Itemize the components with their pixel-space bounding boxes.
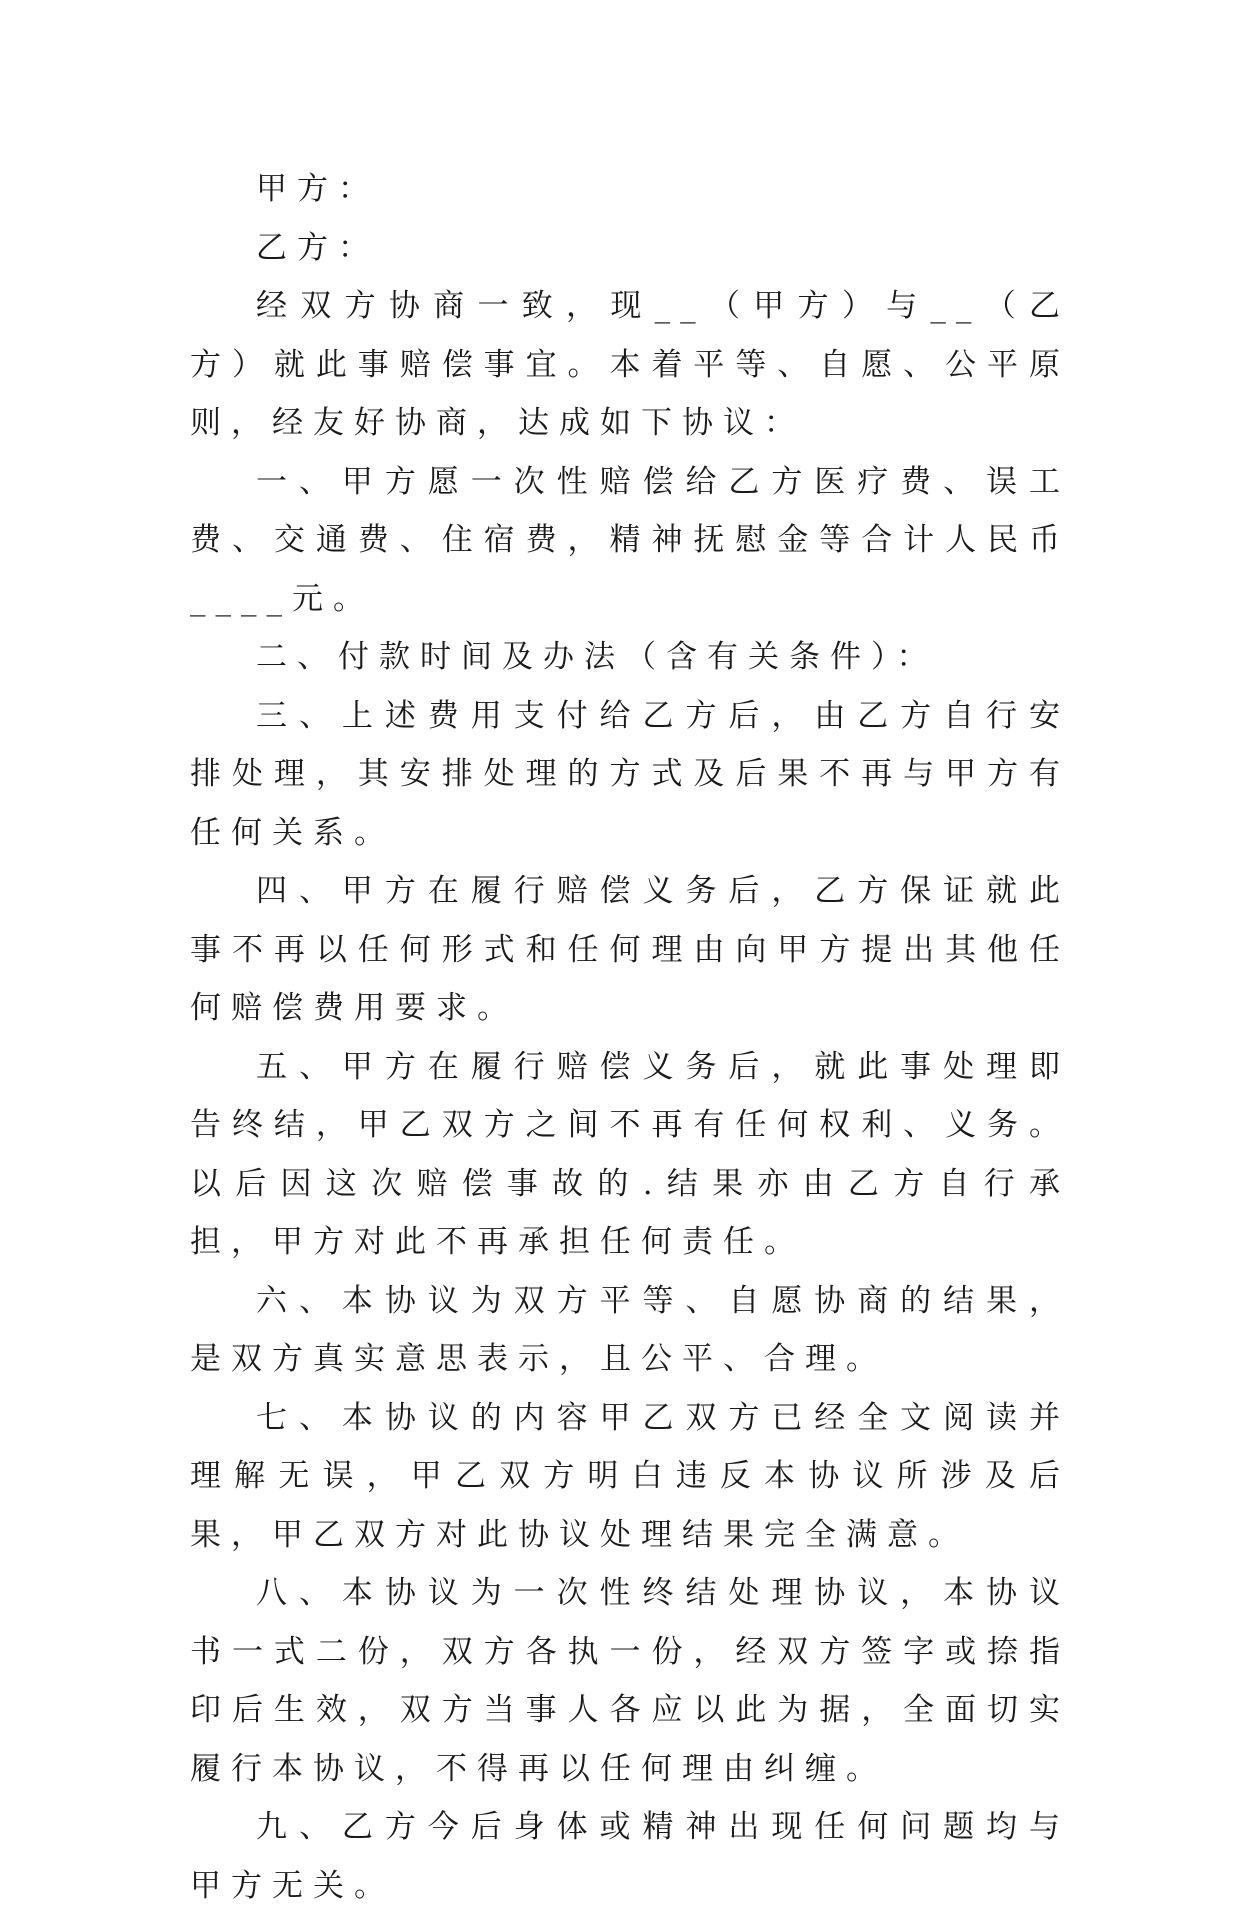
clause-1: 一、甲方愿一次性赔偿给乙方医疗费、误工费、交通费、住宿费，精神抚慰金等合计人民币____元。 — [190, 463, 1070, 617]
clause-6: 六、本协议为双方平等、自愿协商的结果，是双方真实意思表示，且公平、合理。 — [190, 1282, 1070, 1377]
clause-3: 三、上述费用支付给乙方后，由乙方自行安排处理，其安排处理的方式及后果不再与甲方有任何关系。 — [190, 697, 1070, 851]
party-b-line: 乙方： — [256, 229, 379, 266]
document-body — [190, 160, 1070, 1915]
clause-5: 五、甲方在履行赔偿义务后，就此事处理即告终结，甲乙双方之间不再有任何权利、义务。以后因这次赔偿事故的.结果亦由乙方自行承担，甲方对此不再承担任何责任。 — [190, 1048, 1070, 1260]
clause-9: 九、乙方今后身体或精神出现任何问题均与甲方无关。 — [190, 1809, 1070, 1904]
clause-2: 二、付款时间及办法（含有关条件）： — [256, 639, 938, 675]
clause-7: 七、本协议的内容甲乙双方已经全文阅读并理解无误，甲乙双方明白违反本协议所涉及后果，甲乙双方对此协议处理结果完全满意。 — [190, 1399, 1070, 1553]
clause-8: 八、本协议为一次性终结处理协议，本协议书一式二份，双方各执一份，经双方签字或捺指印后生效，双方当事人各应以此为据，全面切实履行本协议，不得再以任何理由纠缠。 — [190, 1575, 1070, 1787]
clause-4: 四、甲方在履行赔偿义务后，乙方保证就此事不再以任何形式和任何理由向甲方提出其他任何赔偿费用要求。 — [190, 873, 1070, 1026]
preamble-paragraph: 经双方协商一致，现__（甲方）与__（乙方）就此事赔偿事宜。本着平等、自愿、公平原则，经友好协商，达成如下协议： — [190, 288, 1070, 441]
party-a-line: 甲方： — [256, 171, 379, 207]
